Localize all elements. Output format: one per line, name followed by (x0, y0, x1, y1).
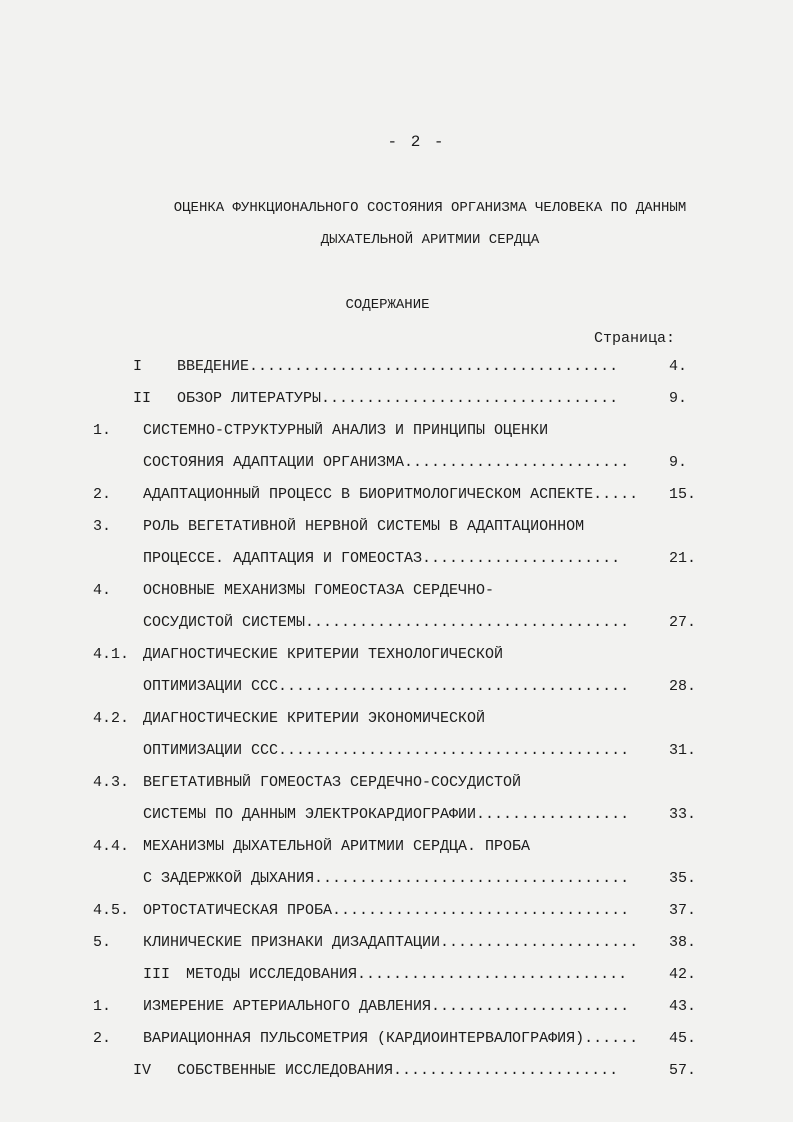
toc-entry-page: 21. (669, 550, 697, 567)
toc-entry-text: КЛИНИЧЕСКИЕ ПРИЗНАКИ ДИЗАДАПТАЦИИ...................... (143, 934, 639, 951)
toc-entry-page: 57. (669, 1062, 697, 1079)
toc-entry-page: 28. (669, 678, 697, 695)
document-title-line-1: ОЦЕНКА ФУНКЦИОНАЛЬНОГО СОСТОЯНИЯ ОРГАНИЗМА ЧЕЛОВЕКА ПО ДАННЫМ (173, 200, 687, 216)
toc-entry-page: 27. (669, 614, 697, 631)
toc-entry-page: 33. (669, 806, 697, 823)
toc-entry-text: СИСТЕМЫ ПО ДАННЫМ ЭЛЕКТРОКАРДИОГРАФИИ................. (143, 806, 630, 823)
toc-entry-page: 42. (669, 966, 697, 983)
toc-entry-page: 37. (669, 902, 697, 919)
toc-entry-page: 4. (669, 358, 688, 375)
toc-entry-page: 43. (669, 998, 697, 1015)
toc-entry-number: 1. (93, 998, 112, 1015)
toc-entry-number: 2. (93, 1030, 112, 1047)
toc-entry-text: СОСУДИСТОЙ СИСТЕМЫ.................................... (143, 614, 630, 631)
toc-entry-number: 3. (93, 518, 112, 535)
toc-entry-number: 2. (93, 486, 112, 503)
toc-entry-number: IV (133, 1062, 152, 1079)
toc-entry-number: I (133, 358, 143, 375)
toc-entry-text: ДИАГНОСТИЧЕСКИЕ КРИТЕРИИ ТЕХНОЛОГИЧЕСКОЙ (143, 646, 504, 663)
toc-entry-number: 5. (93, 934, 112, 951)
toc-entry-text: ВАРИАЦИОННАЯ ПУЛЬСОМЕТРИЯ (КАРДИОИНТЕРВАЛОГРАФИЯ)...... (143, 1030, 639, 1047)
toc-entry-number: 1. (93, 422, 112, 439)
toc-entry-text: МЕХАНИЗМЫ ДЫХАТЕЛЬНОЙ АРИТМИИ СЕРДЦА. ПРОБА (143, 838, 531, 855)
toc-entry-number: III (143, 966, 171, 983)
toc-entry-text: ОПТИМИЗАЦИИ ССС....................................... (143, 742, 630, 759)
toc-entry-page: 38. (669, 934, 697, 951)
toc-entry-text: ПРОЦЕССЕ. АДАПТАЦИЯ И ГОМЕОСТАЗ...................... (143, 550, 621, 567)
toc-entry-number: 4.2. (93, 710, 130, 727)
toc-entry-text: СОСТОЯНИЯ АДАПТАЦИИ ОРГАНИЗМА......................... (143, 454, 630, 471)
toc-entry-number: 4.3. (93, 774, 130, 791)
toc-entry-number: 4.1. (93, 646, 130, 663)
toc-entry-text: ВЕГЕТАТИВНЫЙ ГОМЕОСТАЗ СЕРДЕЧНО-СОСУДИСТОЙ (143, 774, 522, 791)
toc-entry-text: СИСТЕМНО-СТРУКТУРНЫЙ АНАЛИЗ И ПРИНЦИПЫ ОЦЕНКИ (143, 422, 549, 439)
toc-entry-text: СОБСТВЕННЫЕ ИССЛЕДОВАНИЯ......................... (177, 1062, 619, 1079)
toc-entry-text: РОЛЬ ВЕГЕТАТИВНОЙ НЕРВНОЙ СИСТЕМЫ В АДАПТАЦИОННОМ (143, 518, 585, 535)
page-number: - 2 - (387, 133, 446, 151)
toc-entry-page: 9. (669, 390, 688, 407)
toc-entry-page: 15. (669, 486, 697, 503)
page-column-label: Страница: (594, 330, 676, 347)
toc-entry-text: ОРТОСТАТИЧЕСКАЯ ПРОБА................................. (143, 902, 630, 919)
toc-entry-number: 4. (93, 582, 112, 599)
toc-entry-page: 35. (669, 870, 697, 887)
toc-entry-text: ДИАГНОСТИЧЕСКИЕ КРИТЕРИИ ЭКОНОМИЧЕСКОЙ (143, 710, 486, 727)
toc-entry-text: ОСНОВНЫЕ МЕХАНИЗМЫ ГОМЕОСТАЗА СЕРДЕЧНО- (143, 582, 495, 599)
toc-entry-text: ВВЕДЕНИЕ......................................... (177, 358, 619, 375)
toc-entry-page: 31. (669, 742, 697, 759)
toc-entry-text: МЕТОДЫ ИССЛЕДОВАНИЯ.............................. (186, 966, 628, 983)
toc-entry-number: II (133, 390, 152, 407)
toc-entry-number: 4.4. (93, 838, 130, 855)
toc-entry-text: С ЗАДЕРЖКОЙ ДЫХАНИЯ................................... (143, 870, 630, 887)
toc-entry-page: 45. (669, 1030, 697, 1047)
toc-entry-text: ИЗМЕРЕНИЕ АРТЕРИАЛЬНОГО ДАВЛЕНИЯ...................... (143, 998, 630, 1015)
toc-entry-text: ОБЗОР ЛИТЕРАТУРЫ................................. (177, 390, 619, 407)
document-title-line-2: ДЫХАТЕЛЬНОЙ АРИТМИИ СЕРДЦА (320, 232, 540, 248)
toc-entry-number: 4.5. (93, 902, 130, 919)
contents-heading: СОДЕРЖАНИЕ (345, 297, 430, 313)
toc-entry-text: АДАПТАЦИОННЫЙ ПРОЦЕСС В БИОРИТМОЛОГИЧЕСКОМ АСПЕКТЕ..... (143, 486, 639, 503)
toc-entry-page: 9. (669, 454, 688, 471)
toc-entry-text: ОПТИМИЗАЦИИ ССС....................................... (143, 678, 630, 695)
